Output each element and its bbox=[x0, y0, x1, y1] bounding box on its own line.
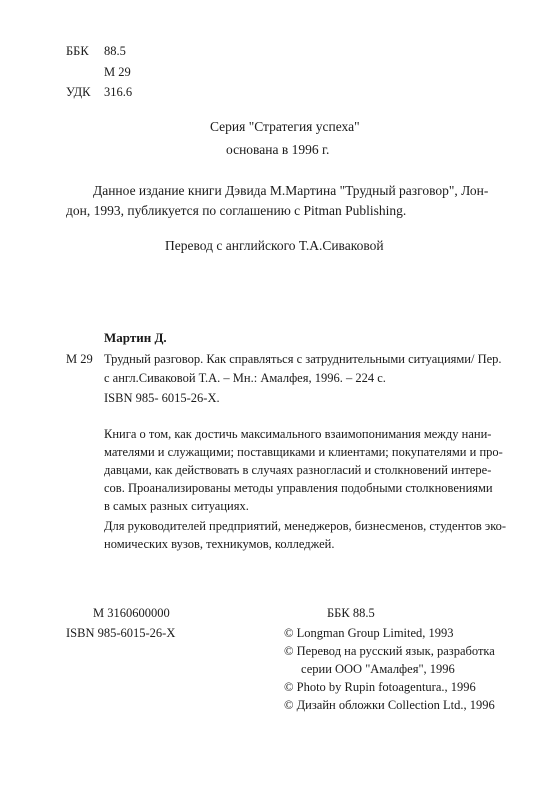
footer-isbn: ISBN 985-6015-26-Х bbox=[66, 626, 176, 640]
copyright-line: © Дизайн обложки Collection Ltd., 1996 bbox=[284, 698, 495, 712]
copyright-line: © Photo by Rupin fotoagentura., 1996 bbox=[284, 680, 476, 694]
catalog-line1: Трудный разговор. Как справляться с затруднительными ситуациями/ Пер. bbox=[104, 352, 502, 366]
audience-line: Для руководителей предприятий, менеджеров, бизнесменов, студентов эко- bbox=[104, 519, 507, 533]
annotation-line: в самых разных ситуациях. bbox=[104, 499, 249, 513]
series-title: Серия "Стратегия успеха" bbox=[210, 119, 360, 134]
series-founded: основана в 1996 г. bbox=[226, 142, 330, 157]
copyright-line: серии ООО "Амалфея", 1996 bbox=[301, 662, 455, 676]
annotation-line: мателями и служащими; поставщиками и клиентами; покупателями и про- bbox=[104, 445, 503, 459]
license-note-line2: дон, 1993, публикуется по соглашению с Pitman Publishing. bbox=[66, 203, 407, 218]
copyright-line: © Перевод на русский язык, разработка bbox=[284, 644, 495, 658]
annotation-line: Книга о том, как достичь максимального взаимопонимания между нани- bbox=[104, 427, 492, 441]
bbk-label: ББК bbox=[66, 44, 89, 58]
catalog-line2: с англ.Сиваковой Т.А. – Мн.: Амалфея, 1996. – 224 с. bbox=[104, 371, 386, 385]
audience-line: номических вузов, техникумов, колледжей. bbox=[104, 537, 335, 551]
catalog-author: Мартин Д. bbox=[104, 330, 167, 345]
catalog-isbn: ISBN 985- 6015-26-Х. bbox=[104, 391, 220, 405]
bbk-value: 88.5 bbox=[104, 44, 126, 58]
footer-m-code: М 3160600000 bbox=[93, 606, 170, 620]
translation-credit: Перевод с английского Т.А.Сиваковой bbox=[165, 238, 384, 253]
annotation-line: сов. Проанализированы методы управления подобными столкновениями bbox=[104, 481, 493, 495]
catalog-code: М 29 bbox=[66, 352, 93, 366]
copyright-line: © Longman Group Limited, 1993 bbox=[284, 626, 454, 640]
udk-label: УДК bbox=[66, 85, 91, 99]
license-note-line1: Данное издание книги Дэвида М.Мартина "Трудный разговор", Лон- bbox=[93, 183, 489, 198]
udk-value: 316.6 bbox=[104, 85, 133, 99]
footer-bbk: ББК 88.5 bbox=[327, 606, 375, 620]
m-code: М 29 bbox=[104, 65, 131, 79]
annotation-line: давцами, как действовать в случаях разногласий и столкновений интере- bbox=[104, 463, 492, 477]
